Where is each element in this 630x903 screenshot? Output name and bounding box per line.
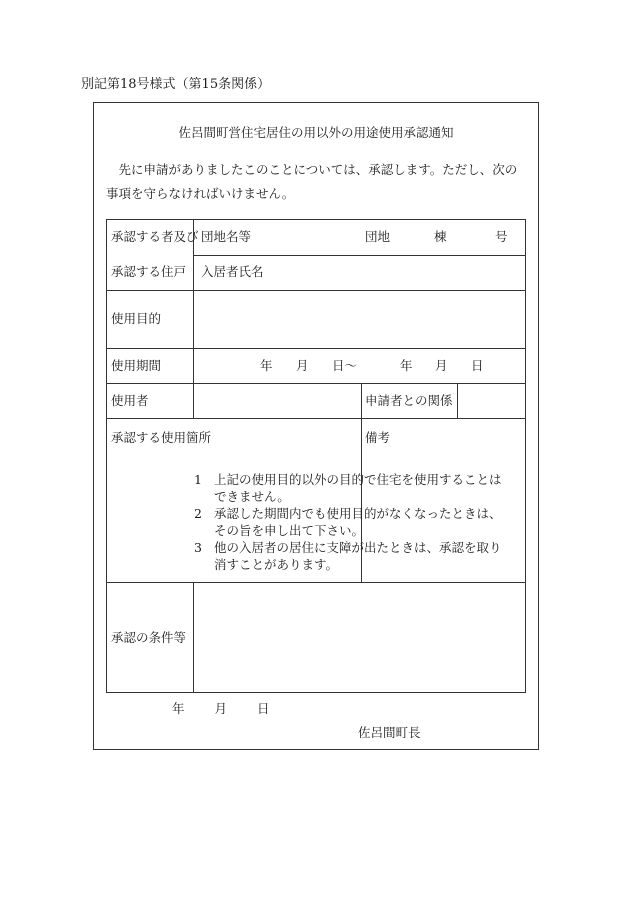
period-end-day: 日 [471, 358, 484, 373]
housing-complex-label: 団地名等 [201, 229, 252, 244]
row-divider [107, 348, 525, 349]
complex-unit-label: 団地 [365, 229, 391, 244]
column-divider [193, 582, 194, 692]
form-number-label: 別記第18号様式（第15条関係） [81, 77, 271, 92]
row-divider [107, 418, 525, 419]
row-divider [107, 290, 525, 291]
period-end-year: 年 [400, 358, 413, 373]
approved-person-label-line2: 承認する住戸 [111, 264, 187, 279]
period-end-month: 月 [435, 358, 448, 373]
approval-table [106, 219, 526, 693]
approved-person-label-line1: 承認する者及び [111, 229, 199, 244]
conditions-list [194, 471, 508, 573]
condition-number: 3 [194, 540, 202, 555]
condition-number: 2 [194, 506, 202, 521]
period-start-year: 年 [260, 358, 273, 373]
condition-item [194, 471, 508, 505]
number-unit-label: 号 [495, 229, 508, 244]
period-label: 使用期間 [111, 358, 162, 373]
usage-location-label: 承認する使用箇所 [111, 430, 212, 445]
row-divider [107, 582, 525, 583]
date-year: 年 [172, 701, 185, 716]
date-month: 月 [214, 701, 227, 716]
user-label: 使用者 [111, 393, 149, 408]
relationship-label: 申請者との関係 [365, 393, 453, 408]
column-divider [193, 220, 194, 418]
conditions-label: 承認の条件等 [111, 630, 187, 645]
condition-item [194, 505, 508, 539]
condition-item [194, 539, 508, 573]
condition-number: 1 [194, 472, 202, 487]
period-start-day: 日〜 [332, 358, 358, 373]
building-unit-label: 棟 [434, 229, 447, 244]
row-divider [193, 255, 525, 256]
column-divider [457, 383, 458, 418]
condition-text: 承認した期間内でも使用目的がなくなったときは、その旨を申し出て下さい。 [214, 506, 502, 538]
notice-frame [93, 102, 539, 750]
notice-date [172, 701, 269, 717]
condition-text: 上記の使用目的以外の目的で住宅を使用することはできません。 [214, 472, 502, 504]
remarks-label: 備考 [365, 430, 391, 445]
date-day: 日 [256, 701, 270, 716]
resident-name-label: 入居者氏名 [201, 264, 264, 279]
period-start-month: 月 [296, 358, 309, 373]
notice-intro: 先に申請がありましたこのことについては、承認します。ただし、次の事項を守らなければいけません。 [106, 162, 518, 201]
notice-title: 佐呂間町営住宅居住の用以外の用途使用承認通知 [178, 125, 454, 140]
row-divider [107, 383, 525, 384]
purpose-label: 使用目的 [111, 311, 162, 326]
mayor-signature-label: 佐呂間町長 [358, 725, 421, 740]
condition-text: 他の入居者の居住に支障が出たときは、承認を取り消すことがあります。 [214, 540, 502, 572]
